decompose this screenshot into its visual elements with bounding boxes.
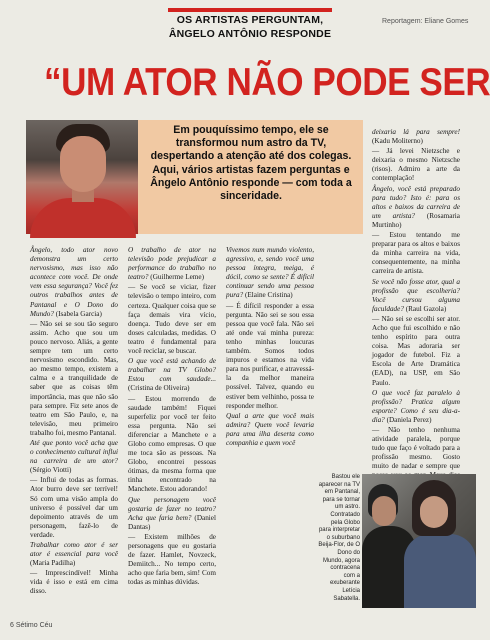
answer-text: — Não sei se sou tão seguro assim. Acho que sou um pouco nervoso. Aliás, a gente sempre tem um certo nervosismo escondido. Mas, ao mesmo tempo, existem a calma e a tranquilidade de saber que as coisas têm importância, mas que não são para sempre. Fiz sete anos de teatro em São Paulo, e, na televisão, meu primeiro trabalho foi, mesmo Pantanal. [30, 319, 118, 437]
answer-text: — Imprescindível! Minha vida é isso e está em cima disso. [30, 569, 118, 596]
section-kicker [168, 8, 332, 42]
question-author: (Kadu Moliterno) [372, 137, 423, 146]
question-author: (Raul Gazola) [403, 304, 447, 313]
text-column-3 [226, 246, 314, 606]
answer-paragraph [128, 395, 216, 495]
question-paragraph [372, 389, 460, 425]
question-text: O trabalho de ator na televisão pode prejudicar a performance do trabalho no teatro? [128, 246, 216, 282]
question-text: Ângelo, você está preparado para tudo? Isto é: para os altos e baixos da carreira de um artista? [372, 184, 460, 220]
question-text: deixaria lá para sempre! [372, 128, 460, 136]
page-folio: 6 Sétimo Céu [10, 622, 53, 629]
answer-text: — Se você se viciar, fizer televisão o tempo inteiro, com certeza. Qualquer coisa que se faça demais vira vício, doença. Tudo deve ser em doses calculadas, medidas. O teatro é fundamental para você reciclar, se buscar. [128, 283, 216, 356]
answer-text: — Não sei se escolhi ser ator. Acho que fui escolhido e não tenho espírito para outra coisa. Mas adoraria ser jogador de futebol. Fiz a Escola de Arte Dramática (EAD), na USP, em São Paulo. [372, 314, 460, 387]
question-text: Até que ponto você acha que o conhecimento cultural influi na carreira de um ator? [30, 438, 118, 466]
photo-caption: Bastou ele aparecer na TV em Pantanal, para se tornar um astro. Contratado pela Globo para interpretar o suburbano Beija-Flor, de O Dono do Mundo, agora contracena com a exuberante Letícia Sabatella. [318, 474, 360, 602]
question-author: (Isabela Garcia) [53, 309, 102, 318]
answer-paragraph [30, 476, 118, 540]
question-paragraph [372, 128, 460, 146]
answer-paragraph [372, 147, 460, 183]
question-paragraph [30, 439, 118, 475]
reporter-credit: Reportagem: Eliane Gomes [382, 18, 469, 25]
question-author: (Elaine Cristina) [243, 291, 293, 300]
couple-scene-photo [362, 474, 476, 608]
kicker-red-rule [168, 8, 332, 12]
deck-text: Em pouquíssimo tempo, ele se transformou num astro da TV, despertando a atenção até dos colegas. Aqui, vários artistas fazem perguntas e Ângelo Antônio responde — com toda a sinceridade. [150, 124, 352, 203]
question-text: Qual a arte que você mais admira? Quem você levaria para uma ilha deserta como companhia e quem você [226, 411, 314, 447]
answer-text: — Não tenho nenhuma atividade paralela, porque tudo que faço é voltado para a profissão mesmo. Gosto muito de nadar e sempre que [372, 426, 460, 471]
question-text: O que você está achando de trabalhar na TV Globo? Estou com saudade... [128, 357, 216, 384]
question-text: Ângelo, todo ator novo demonstra um certo nervosismo, mas isso não acontece com você. De onde vem essa segurança? Você fez outros trabalhos antes de Pantanal e O Dono do Mundo? [30, 246, 118, 318]
question-paragraph [30, 541, 118, 568]
question-text: Vivemos num mundo violento, agressivo, e, sendo você uma pessoa íntegra, meiga, é dócil, como se sente? É difícil continuar sendo uma pessoa pura? [226, 246, 314, 300]
question-paragraph [128, 357, 216, 393]
answer-text: — Estou morrendo de saudade também! Fiquei superfeliz por você ter feito essa pergunta. Não sei diferenciar a Manchete e a Globo como empresas. O que me toca são as pessoas. Na Globo, encontrei pessoas ótimas, da mesma forma que tinha encontrado na Manchete. Estou adorando! [128, 394, 216, 494]
answer-text: — Estou tentando me preparar para os altos e baixos da minha carreira na vida, consequentemente, na minha carreira de artista. [372, 231, 460, 276]
question-text: Se você não fosse ator, qual a profissão que escolheria? Você cursou alguma faculdade? [372, 277, 460, 313]
answer-paragraph [372, 231, 460, 276]
question-author: (Daniela Perez) [384, 415, 432, 424]
answer-text: — Existem milhões de personagens que eu gostaria de fazer. Hamlet, Novzeck, Demiitch... No tempo certo, acho que faria bem, sim! Com todas as minhas dúvidas. [128, 532, 216, 587]
question-text: O que você faz paralelo à profissão? Pratica algum esporte? Como é seu dia-a-dia? [372, 388, 460, 424]
question-author: (Cristina de Oliveira) [128, 384, 190, 393]
answer-paragraph [128, 283, 216, 356]
question-author: (Maria Padilha) [30, 559, 76, 568]
headline: “UM ATOR NÃO PODE SER [44, 61, 490, 104]
answer-paragraph [30, 320, 118, 438]
question-paragraph [226, 412, 314, 448]
question-author: (Daniel Dantas) [128, 513, 216, 531]
answer-paragraph [372, 315, 460, 388]
question-author: (Rosamaria Murtinho) [372, 211, 460, 229]
question-paragraph [372, 278, 460, 314]
kicker-line-1: OS ARTISTAS PERGUNTAM, [176, 14, 324, 26]
deck-box [138, 120, 363, 234]
question-author: (Sérgio Viotti) [30, 466, 72, 475]
question-text: Que personagem você gostaria de fazer no teatro? Acha que faria bem? [128, 495, 216, 522]
answer-text: — É difícil responder a essa pergunta. Não sei se sou essa pessoa que você fala. Não sei até onde vai minha pureza: tenho minhas loucuras também. Somos todos impuros e estamos na vida para nos purificar, e atravessá-la da melhor maneira possível. Talvez, quando eu estiver bem velhinho, possa te responder melhor. [226, 301, 314, 410]
question-text: Trabalhar como ator é ser ator é essencial para você [30, 541, 118, 559]
question-paragraph [226, 246, 314, 301]
question-paragraph [128, 246, 216, 282]
answer-paragraph [30, 569, 118, 596]
actor-portrait-photo [26, 120, 138, 234]
kicker-line-2: ÂNGELO ANTÔNIO RESPONDE [168, 28, 332, 40]
question-author: (Guilherme Leme) [148, 273, 204, 282]
answer-text: — Já levei Nietzsche e deixaria o mesmo Nietzsche (risos). Admiro a arte da contemplação! [372, 147, 460, 183]
question-paragraph [30, 246, 118, 319]
text-column-1 [30, 246, 118, 606]
question-paragraph [372, 185, 460, 230]
answer-text: — Influi de todas as formas. Ator burro deve ser terrível! Só com uma visão ampla do universo é possível dar um depoimento através de um personagem, fazê-lo de verdade. [30, 476, 118, 539]
text-column-2 [128, 246, 216, 606]
answer-paragraph [226, 302, 314, 411]
answer-paragraph [128, 533, 216, 588]
question-paragraph [128, 496, 216, 532]
